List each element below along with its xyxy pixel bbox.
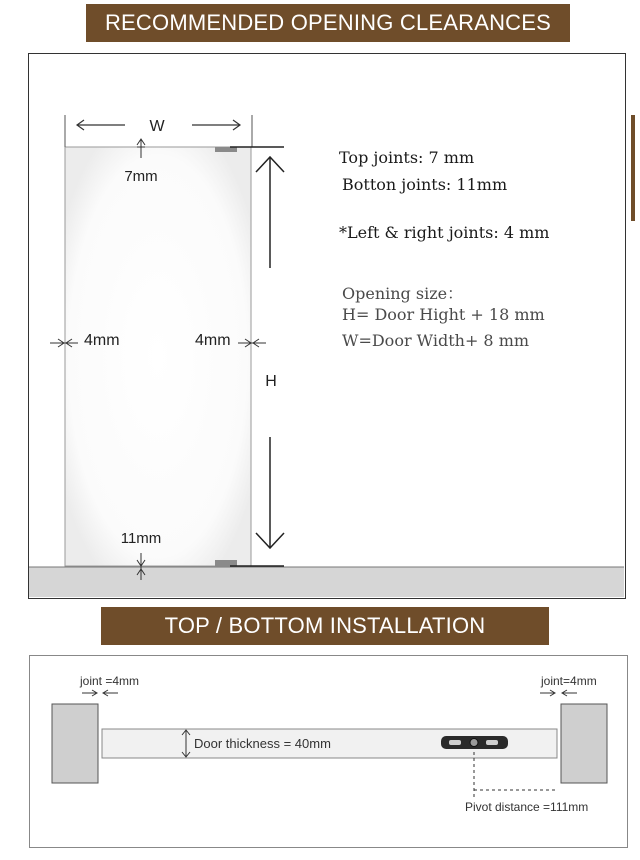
left-joint-arrows bbox=[82, 690, 118, 696]
right-wall-jamb bbox=[561, 704, 607, 783]
height-label: H bbox=[265, 373, 277, 390]
spec-side-joints: *Left & right joints: 4 mm bbox=[339, 223, 550, 242]
width-label: W bbox=[149, 118, 165, 135]
pivot-hardware bbox=[441, 736, 508, 749]
spec-width-formula: W=Door Width+ 8 mm bbox=[342, 331, 530, 350]
section-title-clearances: RECOMMENDED OPENING CLEARANCES bbox=[86, 4, 570, 42]
right-gap-label: 4mm bbox=[195, 332, 231, 349]
spec-height-formula: H= Door Hight + 18 mm bbox=[342, 305, 545, 324]
spec-top-joints: Top joints: 7 mm bbox=[339, 148, 475, 167]
left-gap-label: 4mm bbox=[84, 332, 120, 349]
right-joint-arrows bbox=[540, 690, 577, 696]
top-gap-label: 7mm bbox=[124, 168, 158, 185]
left-joint-label: joint =4mm bbox=[80, 674, 140, 688]
left-wall-jamb bbox=[52, 704, 98, 783]
bottom-gap-label: 11mm bbox=[120, 530, 162, 547]
door-thickness-label: Door thickness = 40mm bbox=[194, 736, 331, 751]
section-title-installation: TOP / BOTTOM INSTALLATION bbox=[101, 607, 549, 645]
right-joint-label: joint=4mm bbox=[541, 674, 597, 688]
spec-bottom-joints: Botton joints: 11mm bbox=[342, 175, 508, 194]
pivot-distance-label: Pivot distance =111mm bbox=[465, 800, 589, 814]
spec-opening-title: Opening size： bbox=[342, 284, 464, 303]
